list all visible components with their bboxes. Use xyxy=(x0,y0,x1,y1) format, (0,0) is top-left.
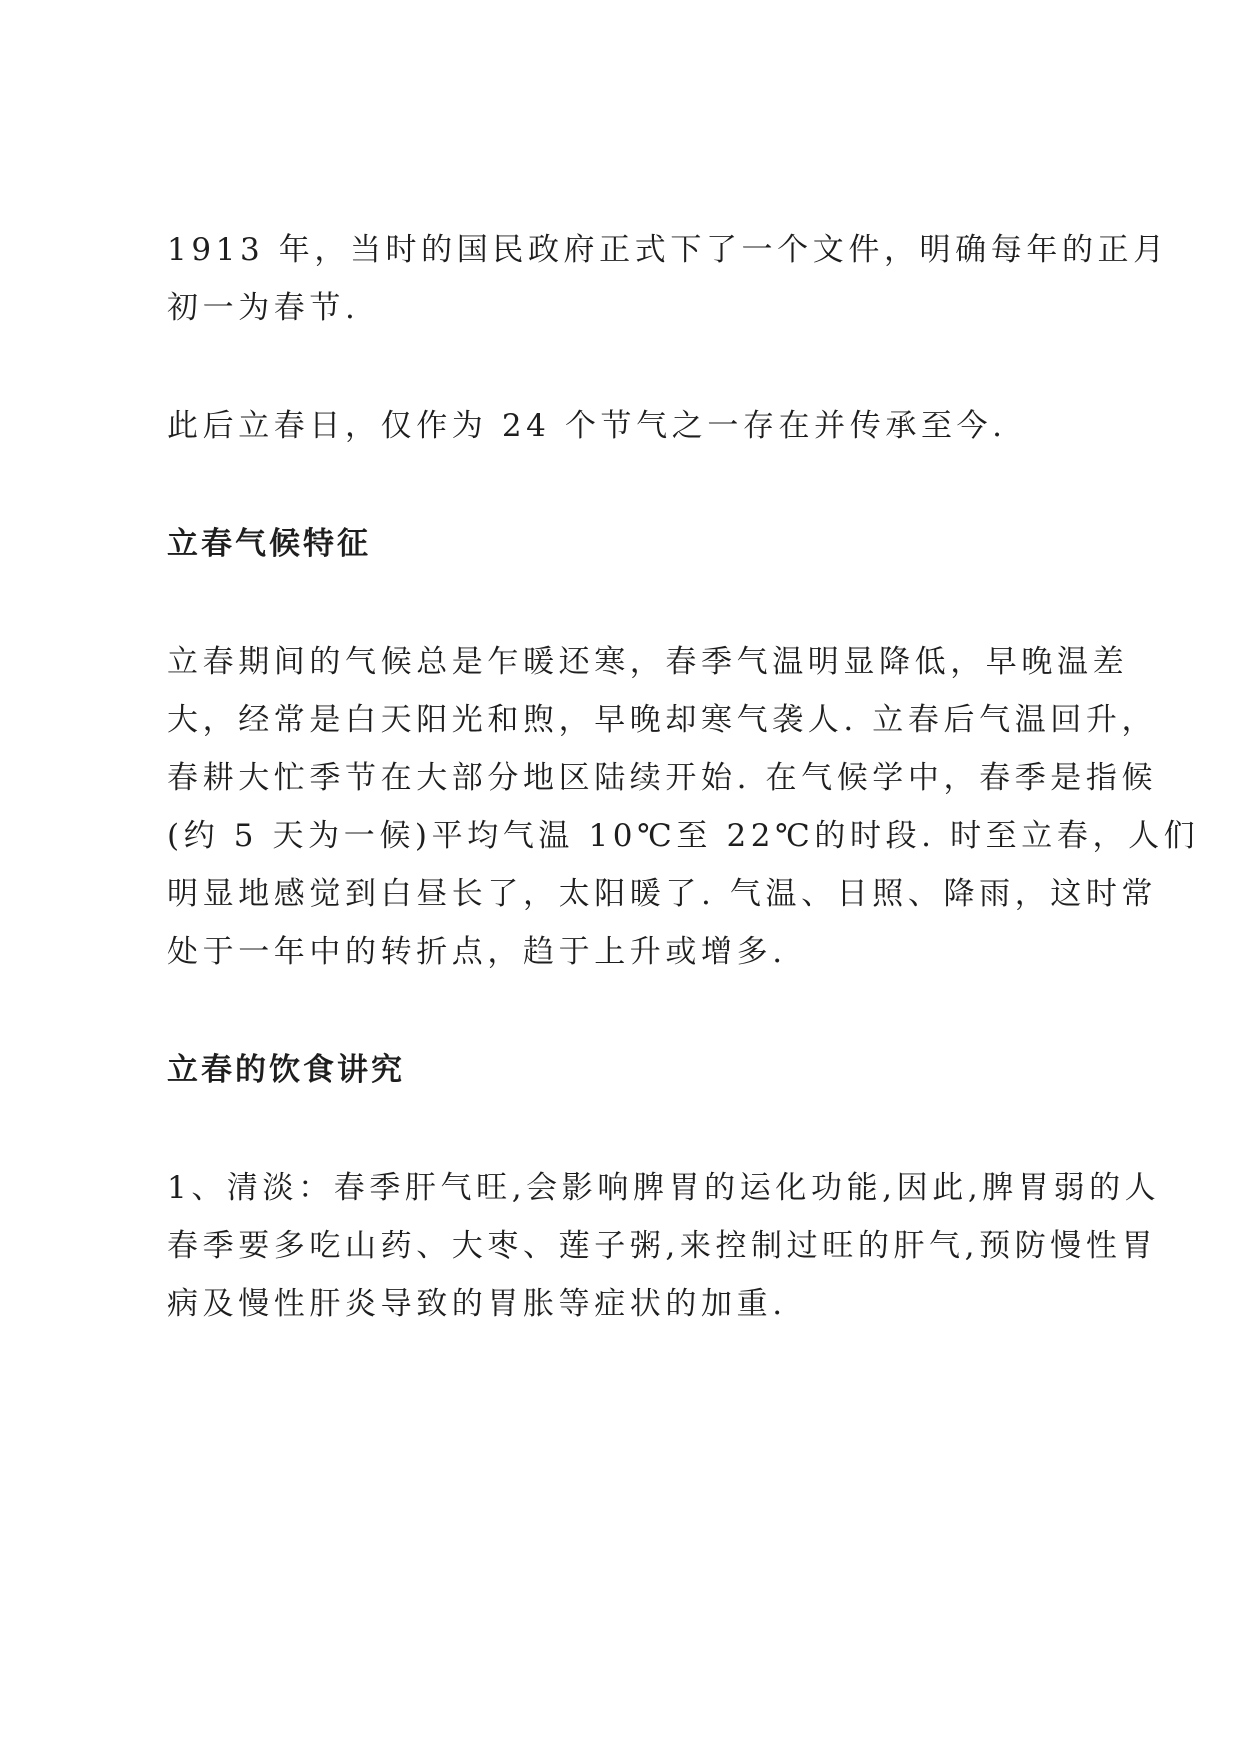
paragraph-gap xyxy=(167,455,1087,515)
paragraph-gap xyxy=(167,573,1087,633)
text-line: 此后立春日，仅作为 24 个节气之一存在并传承至今. xyxy=(167,408,1007,444)
text-line: 病及慢性肝炎导致的胃胀等症状的加重. xyxy=(167,1286,787,1322)
paragraph-solar-term xyxy=(167,397,1087,455)
paragraph-diet-light xyxy=(167,1159,1161,1333)
text-line: 1、清淡：春季肝气旺,会影响脾胃的运化功能,因此,脾胃弱的人 xyxy=(167,1170,1161,1206)
text-line: 春季要多吃山药、大枣、莲子粥,来控制过旺的肝气,预防慢性胃 xyxy=(167,1228,1158,1264)
text-line: 明显地感觉到白昼长了，太阳暖了. 气温、日照、降雨，这时常 xyxy=(167,876,1158,912)
text-line: 1913 年，当时的国民政府正式下了一个文件，明确每年的正月 xyxy=(167,232,1169,268)
paragraph-gap xyxy=(167,337,1087,397)
section-heading-climate: 立春气候特征 xyxy=(167,526,371,562)
text-line: 春耕大忙季节在大部分地区陆续开始. 在气候学中，春季是指候 xyxy=(167,760,1158,796)
text-line: 处于一年中的转折点，趋于上升或增多. xyxy=(167,934,787,970)
section-heading-diet: 立春的饮食讲究 xyxy=(167,1052,405,1088)
text-line: 初一为春节. xyxy=(167,290,360,326)
text-line: (约 5 天为一候)平均气温 10℃至 22℃的时段. 时至立春，人们 xyxy=(167,818,1200,854)
paragraph-gap xyxy=(167,981,1087,1041)
paragraph-gap xyxy=(167,1099,1087,1159)
text-line: 大，经常是白天阳光和煦，早晚却寒气袭人. 立春后气温回升， xyxy=(167,702,1158,738)
paragraph-spring-festival xyxy=(167,221,1169,337)
text-line: 立春期间的气候总是乍暖还寒，春季气温明显降低，早晚温差 xyxy=(167,644,1129,680)
document-body xyxy=(167,221,1200,1333)
paragraph-climate xyxy=(167,633,1200,981)
